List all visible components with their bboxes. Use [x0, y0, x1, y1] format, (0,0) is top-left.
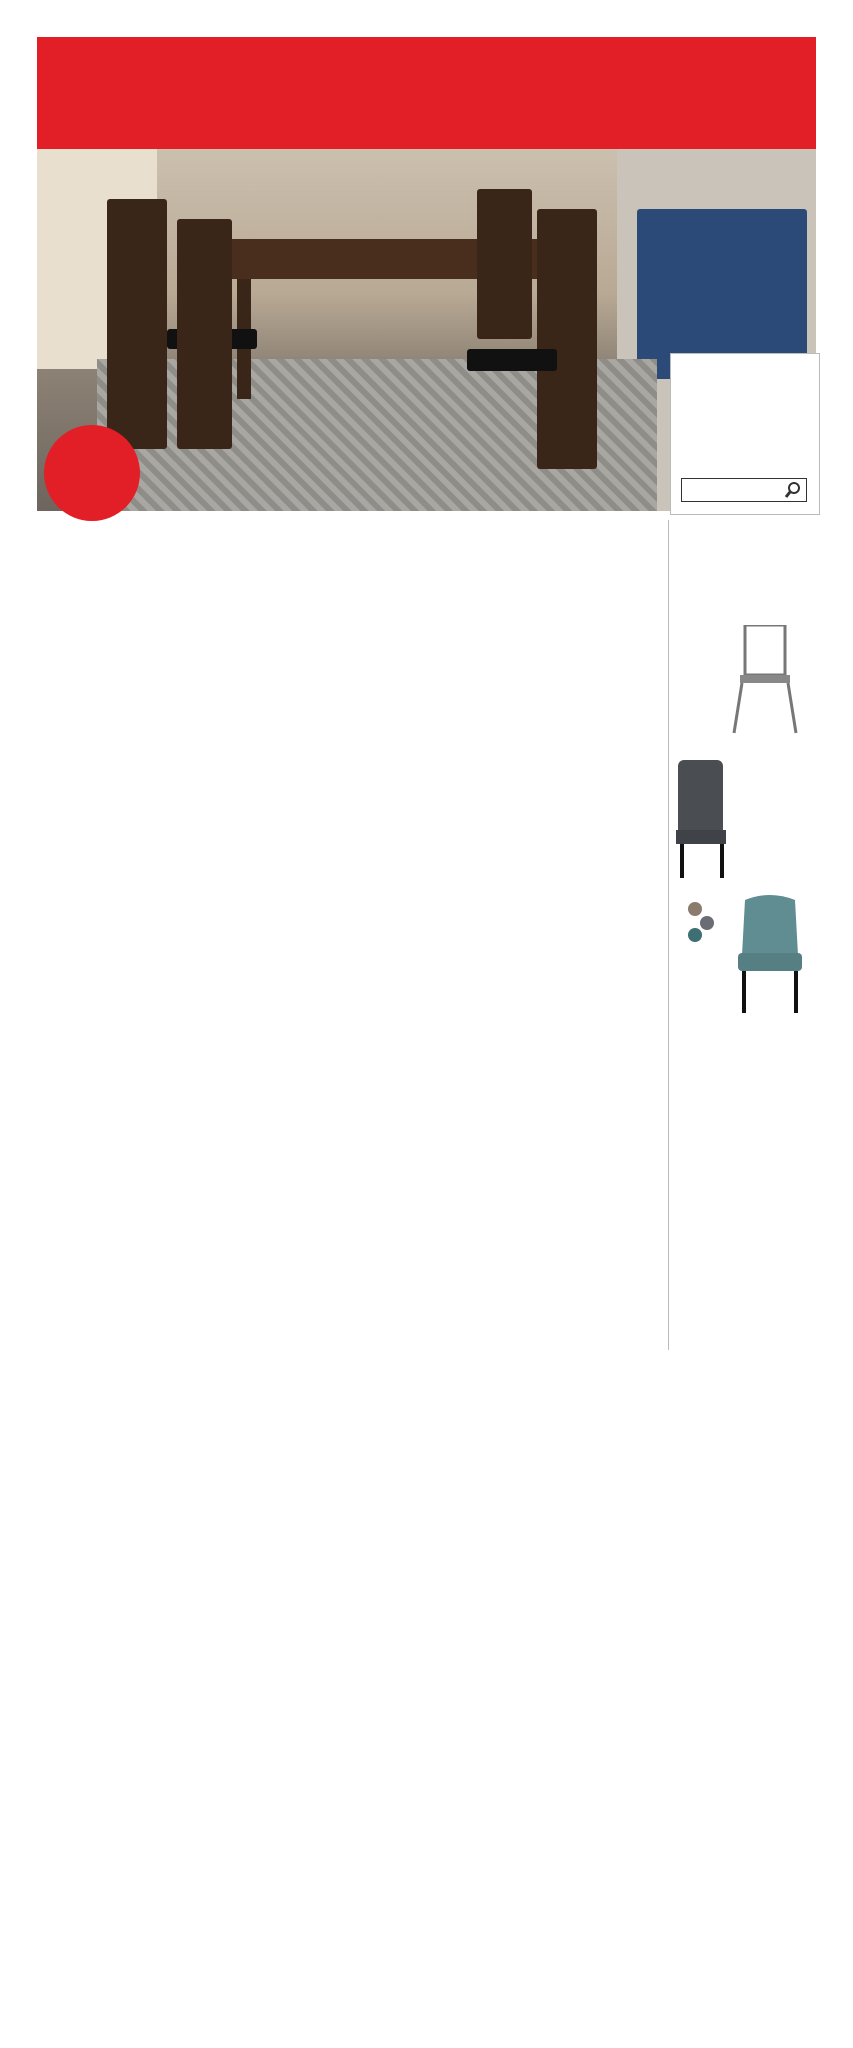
- mady-swatch[interactable]: [700, 916, 714, 930]
- abby-chair-image: [730, 625, 800, 735]
- site-search[interactable]: [681, 478, 807, 502]
- chair: [107, 199, 167, 449]
- mady-chair-image: [730, 895, 810, 1015]
- york-chair-image: [668, 760, 738, 880]
- dining-header-banner: [37, 37, 816, 149]
- talia-desc: [173, 535, 473, 556]
- barstools-title: [668, 1068, 818, 1074]
- search-icon: [784, 481, 802, 499]
- talia-price-badge: [44, 425, 140, 521]
- chair: [177, 219, 232, 449]
- browse-tables-box[interactable]: [670, 353, 820, 515]
- mady-swatch[interactable]: [688, 928, 702, 942]
- chair-seat: [467, 349, 557, 371]
- mady-swatch[interactable]: [688, 902, 702, 916]
- chair: [537, 209, 597, 469]
- chair: [477, 189, 532, 339]
